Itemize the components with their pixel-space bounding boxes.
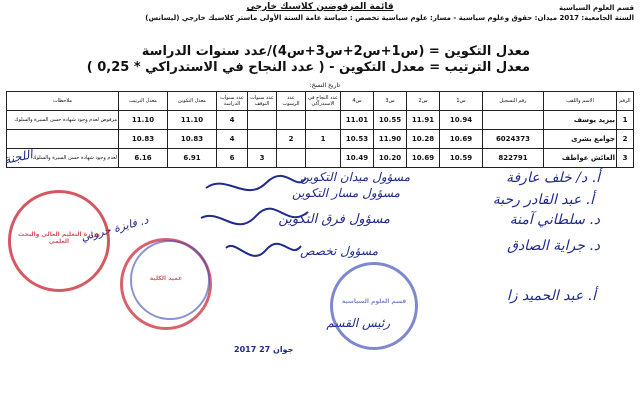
cell-s1: 10.69 [440,130,483,149]
cell-formation: 10.83 [168,130,217,149]
left-handwriting-1: اللجنة [2,147,34,167]
cell-reg: 822791 [483,149,544,168]
signature-right-5: أ. عبد الحميد زا [506,288,596,304]
cell-makeup [306,149,341,168]
cell-note [7,130,119,149]
ranking-formula: معدل الترتيب = معدل التكوين - ( عدد النجاح في الاستدراكي * 0,25 ) [86,60,530,75]
table-row [7,149,634,168]
cell-s4: 10.53 [341,130,374,149]
cell-name: العائش عواطف [544,149,617,168]
stamp-ministry-text: وزارة التعليم العالي والبحث العلمي [18,231,100,245]
cell-reg: 6024373 [483,130,544,149]
cell-name: بيزيد يوسف [544,111,617,130]
cell-makeup: 1 [306,130,341,149]
cell-rank: 11.10 [119,111,168,130]
stamp-dean-text: عميد الكلية [149,275,183,282]
signature-scribble [196,168,316,278]
page-title: قائمة المرفوضين كلاسيك خارجي [246,2,394,12]
cell-stop [248,111,277,130]
role-track-head: مسؤول مسار التكوين [292,186,400,200]
blue-stamp-department [330,262,418,350]
table-header-row [7,92,634,111]
col-header-number: الرقم [617,92,634,111]
department-header: قسم العلوم السياسية [558,4,634,12]
cell-s2: 10.69 [407,149,440,168]
formation-formula: معدل التكوين = (س1+س2+س3+س4)/عدد سنوات الدراسة [141,44,530,59]
cell-fail [277,111,306,130]
col-header-years: عدد سنوات الدراسة [217,92,248,111]
red-stamp-left [8,190,110,292]
col-header-rank: معدل الترتيب [119,92,168,111]
cell-s4: 11.01 [341,111,374,130]
blue-stamp-overlap [130,240,210,320]
col-header-reg: رقم التسجيل [483,92,544,111]
cell-reg [483,111,544,130]
signature-right-1: أ. د/ خلف عارفة [505,170,600,186]
date-stamp: 2017 جوان 27 [234,345,294,354]
col-header-s2: س2 [407,92,440,111]
col-header-formation: معدل التكوين [168,92,217,111]
cell-formation: 11.10 [168,111,217,130]
col-header-s4: س4 [341,92,374,111]
cell-number: 3 [617,149,634,168]
cell-formation: 6.91 [168,149,217,168]
table-row [7,130,634,149]
cell-s3: 11.90 [374,130,407,149]
cell-stop [248,130,277,149]
cell-years: 6 [217,149,248,168]
academic-info-line: السنة الجامعية: 2017 ميدان: حقوق وعلوم سياسية - مسار: علوم سياسية تخصص : سياسة عامة السنة الأولى ماستر كلاسيك خارجي (ليسانس) [145,14,634,22]
cell-number: 1 [617,111,634,130]
left-handwriting-2: د. فايزة جروني [79,213,150,244]
col-header-s3: س3 [374,92,407,111]
cell-s1: 10.59 [440,149,483,168]
cell-note: مرفوض لعدم وجود شهادة حسن السيرة والسلوك [7,111,119,130]
col-header-s1: س1 [440,92,483,111]
col-header-notes: ملاحظات [7,92,119,111]
cell-number: 2 [617,130,634,149]
table-row [7,111,634,130]
cell-name: جوامع بشرى [544,130,617,149]
col-header-stop: عدد سنوات التوقف [248,92,277,111]
col-header-makeup: عدد النجاح في الاستدراكي [306,92,341,111]
col-header-name: الاسم واللقب [544,92,617,111]
signature-right-4: د. جراية الصادق [507,238,600,254]
role-domain-head: مسؤول ميدان التكوين [300,170,410,184]
stamp-department-text: قسم العلوم السياسية [341,298,407,305]
role-specialty-head: مسؤول تخصص [300,244,378,258]
cell-s4: 10.49 [341,149,374,168]
rejected-students-table [6,91,634,168]
cell-rank: 10.83 [119,130,168,149]
cell-s2: 10.28 [407,130,440,149]
cell-s3: 10.20 [374,149,407,168]
cell-s1: 10.94 [440,111,483,130]
role-dept-head: رئيس القسم [326,316,390,330]
cell-stop: 3 [248,149,277,168]
signature-right-3: د. سلطاني آمنة [509,212,600,228]
role-team-head: مسؤول فرق التكوين [278,212,390,227]
cell-s3: 10.55 [374,111,407,130]
cell-makeup [306,111,341,130]
cell-note: لعدم وجود شهادة حسن السيرة والسلوك [7,149,119,168]
cell-s2: 11.91 [407,111,440,130]
cell-fail [277,149,306,168]
cell-fail: 2 [277,130,306,149]
cell-rank: 6.16 [119,149,168,168]
signature-right-2: أ. عبد القادر رحبة [492,192,594,208]
cell-years: 4 [217,130,248,149]
col-header-fail: عدد الرسوب [277,92,306,111]
cell-years: 4 [217,111,248,130]
print-date-label: تاريخ النسخ: [309,82,340,89]
